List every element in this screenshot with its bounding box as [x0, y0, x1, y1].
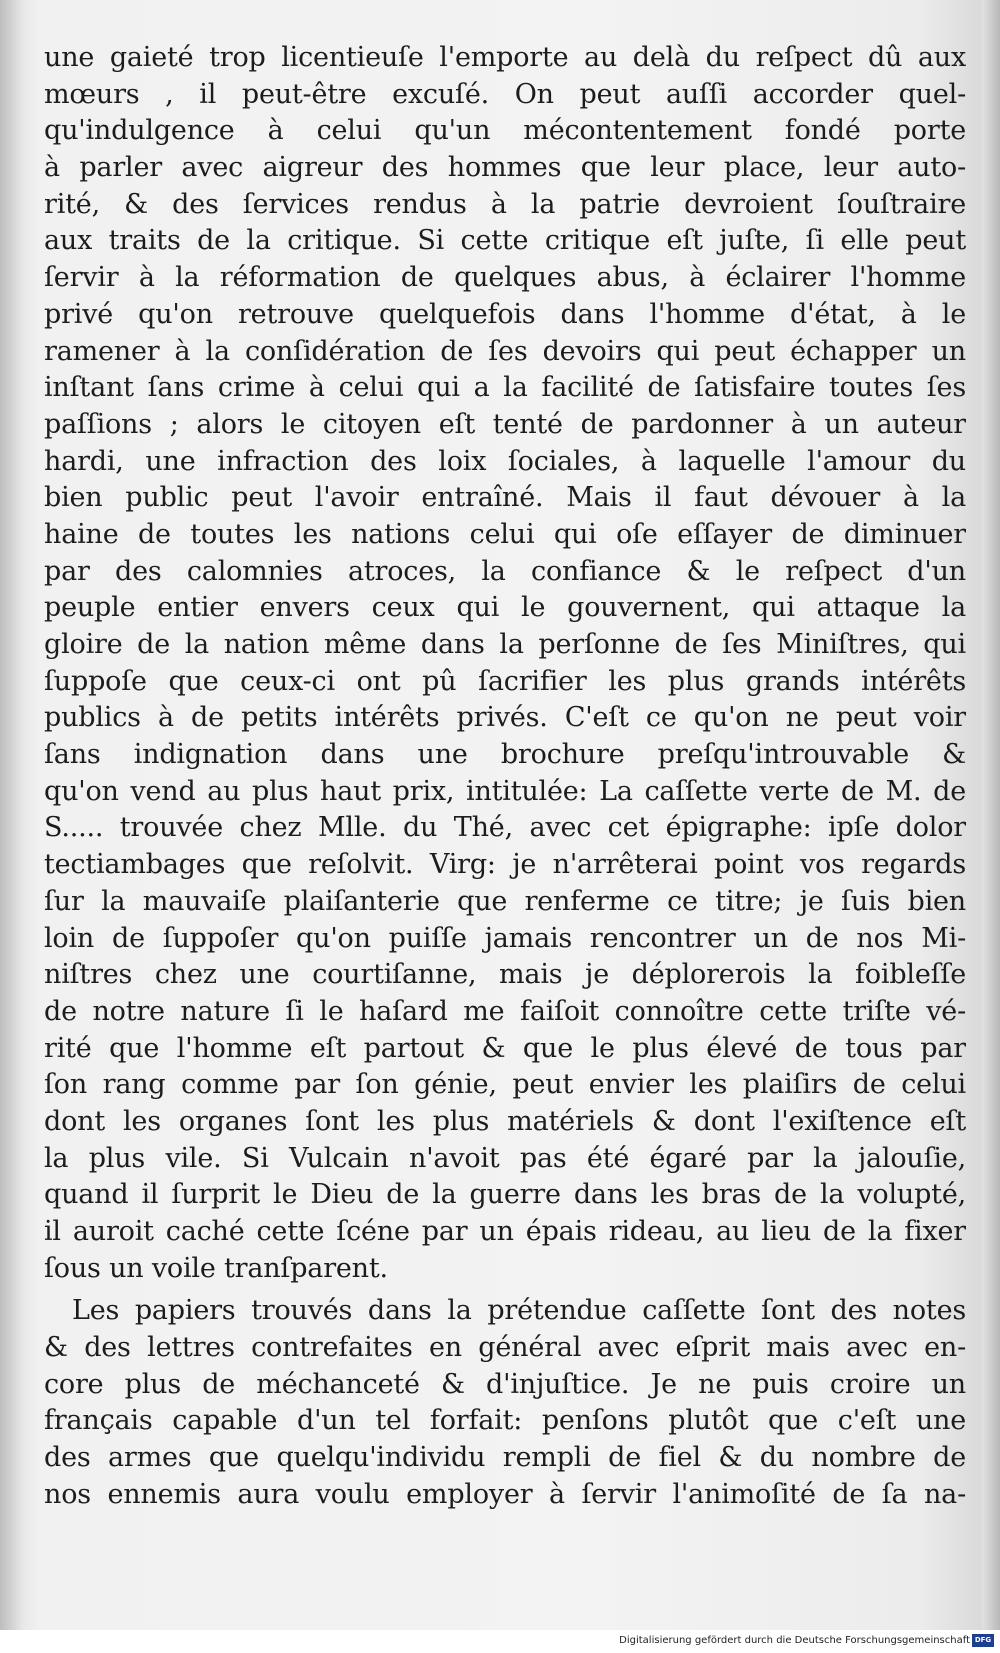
text-line: ſur la mauvaiſe plaiſanterie que renferme ce titre; je ſuis bien [44, 885, 966, 917]
text-line: rité, & des ſervices rendus à la patrie devroient ſouſtraire [44, 188, 966, 220]
text-line: paſſions ; alors le citoyen eſt tenté de pardonner à un auteur [44, 408, 966, 440]
text-line: ramener à la conſidération de ſes devoirs qui peut échapper un [44, 335, 966, 367]
text-line: bien public peut l'avoir entraîné. Mais il faut dévouer à la [44, 482, 966, 514]
text-line: par des calomnies atroces, la confiance & le reſpect d'un [44, 555, 966, 587]
text-line: niſtres chez une courtiſanne, mais je déplorerois la foibleſſe [44, 959, 966, 991]
funding-notice: Digitalisierung gefördert durch die Deutsche Forschungsgemeinschaft [619, 1635, 970, 1646]
text-line: tectiambages que reſolvit. Virg: je n'arrêterai point vos regards [44, 849, 966, 881]
text-line: privé qu'on retrouve quelquefois dans l'homme d'état, à le [44, 298, 966, 330]
text-line: & des lettres contrefaites en général avec eſprit mais avec en- [44, 1332, 966, 1364]
text-line: qu'on vend au plus haut prix, intitulée: La caſſette verte de M. de [44, 775, 966, 807]
body-text [44, 40, 966, 1514]
text-line: S..... trouvée chez Mlle. du Thé, avec cet épigraphe: ipſe dolor [44, 812, 966, 844]
text-line: il auroit caché cette ſcéne par un épais rideau, au lieu de la fixer [44, 1216, 966, 1247]
page-edge-right [982, 0, 1000, 1630]
page-edge-left [0, 0, 22, 1630]
text-line: dont les organes ſont les plus matériels & dont l'exiſtence eſt [44, 1105, 966, 1137]
text-line: gloire de la nation même dans la perſonne de ſes Miniſtres, qui [44, 629, 966, 660]
text-line: inſtant ſans crime à celui qui a la facilité de ſatisfaire toutes ſes [44, 372, 966, 404]
text-line: à parler avec aigreur des hommes que leur place, leur auto- [44, 152, 966, 184]
text-line: ſans indignation dans une brochure preſqu'introuvable & [44, 739, 966, 771]
text-line: la plus vile. Si Vulcain n'avoit pas été égaré par la jalouſie, [44, 1142, 966, 1174]
text-line: ſuppoſe que ceux-ci ont pû ſacrifier les plus grands intérêts [44, 665, 966, 697]
paragraph-start-line: Les papiers trouvés dans la prétendue caſſette ſont des notes [72, 1295, 966, 1327]
text-line: ſon rang comme par ſon génie, peut envier les plaiſirs de celui [44, 1069, 966, 1101]
text-line: une gaieté trop licentieuſe l'emporte au delà du reſpect dû aux [44, 42, 966, 73]
text-line: mœurs , il peut-être excuſé. On peut auſſi accorder quel- [44, 78, 966, 110]
text-line: rité que l'homme eſt partout & que le plus élevé de tous par [44, 1032, 966, 1064]
text-line: qu'indulgence à celui qu'un mécontentement fondé porte [44, 115, 966, 147]
paragraph-end-line: ſous un voile tranſparent. [44, 1252, 388, 1284]
text-line: hardi, une infraction des loix ſociales, à laquelle l'amour du [44, 445, 966, 477]
text-line: français capable d'un tel forfait: penſons plutôt que c'eſt une [44, 1405, 966, 1437]
text-line: ſervir à la réformation de quelques abus, à éclairer l'homme [44, 262, 966, 294]
text-line: aux traits de la critique. Si cette critique eſt juſte, ſi elle peut [44, 225, 966, 257]
dfg-logo: DFG [972, 1634, 994, 1647]
text-line: peuple entier envers ceux qui le gouvernent, qui attaque la [44, 592, 966, 624]
text-line: loin de ſuppoſer qu'on puiſſe jamais rencontrer un de nos Mi- [44, 922, 966, 954]
text-line: core plus de méchanceté & d'injuſtice. Je ne puis croire un [44, 1368, 966, 1400]
text-line: nos ennemis aura voulu employer à ſervir l'animoſité de ſa na- [44, 1478, 966, 1510]
text-line: des armes que quelqu'individu rempli de fiel & du nombre de [44, 1442, 966, 1474]
text-line: de notre nature ſi le haſard me faiſoit connoître cette triſte vé- [44, 995, 966, 1027]
text-line: quand il ſurprit le Dieu de la guerre dans les bras de la volupté, [44, 1179, 966, 1211]
text-line: publics à de petits intérêts privés. C'eſt ce qu'on ne peut voir [44, 702, 966, 734]
text-line: haine de toutes les nations celui qui oſe eſſayer de diminuer [44, 518, 966, 550]
footer-bar [0, 1630, 1000, 1653]
